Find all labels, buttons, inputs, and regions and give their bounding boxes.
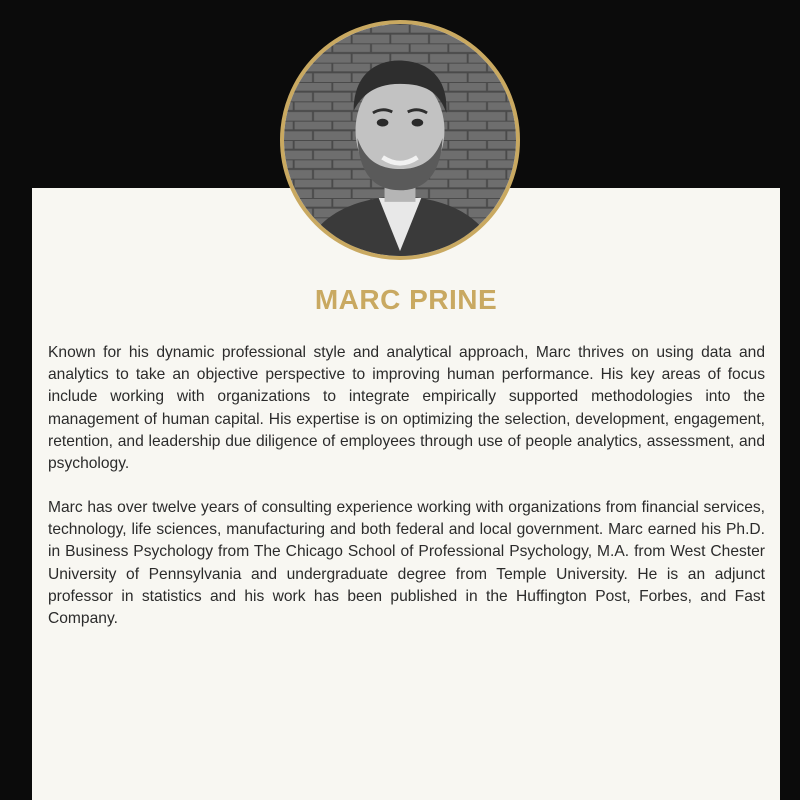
- bio-card: [32, 188, 780, 800]
- portrait-image: [284, 24, 516, 256]
- person-name: MARC PRINE: [314, 284, 498, 315]
- bio-paragraph: Marc has over twelve years of consulting experience working with organizations from financial services, technology, life sciences, manufacturing and both federal and local government. Marc earned his Ph.D. in Business Psychology from The Chicago School of Professional Psychology, M.A. from West Chester University of Pennsylvania and undergraduate degree from Temple University. He is an adjunct professor in statistics and his work has been published in the Huffington Post, Forbes, and Fast Company.: [48, 499, 765, 628]
- bio-paragraph: Known for his dynamic professional style and analytical approach, Marc thrives on using data and analytics to take an objective perspective to improving human performance. His key areas of focus include working with organizations to integrate empirically supported methodologies into the management of human capital. His expertise is on optimizing the selection, development, engagement, retention, and leadership due diligence of employees through use of people analytics, assessment, and psychology.: [48, 344, 765, 473]
- profile-photo: [280, 20, 520, 260]
